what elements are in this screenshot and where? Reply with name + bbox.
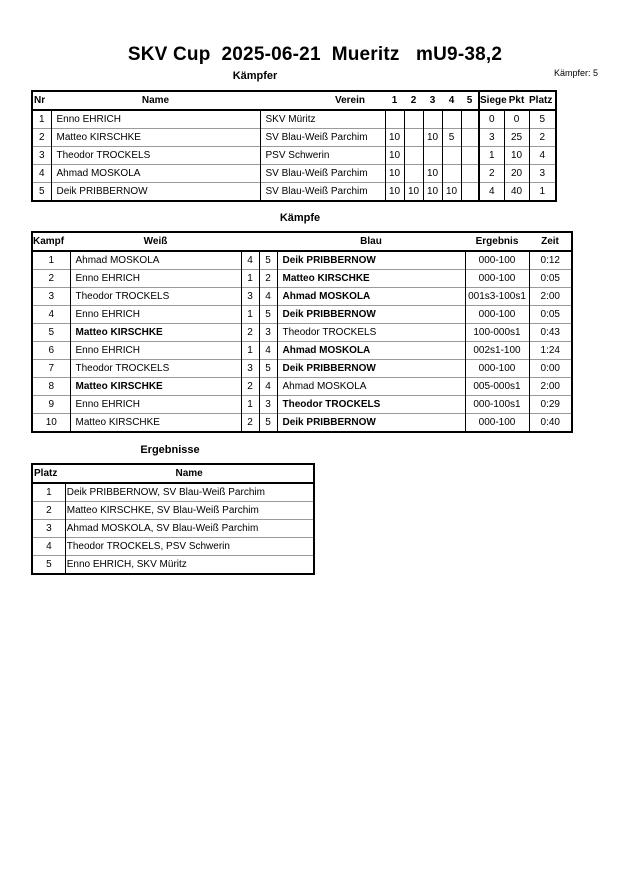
fighter-place: 1 bbox=[529, 183, 556, 202]
result-row bbox=[32, 502, 314, 520]
fight-white-name: Theodor TROCKELS bbox=[70, 288, 241, 306]
col-4: 4 bbox=[442, 91, 461, 110]
col-fight: Kampf bbox=[32, 232, 70, 251]
fight-blue-nr: 4 bbox=[259, 342, 277, 360]
col-club: Verein bbox=[260, 91, 385, 110]
fighter-score-s2 bbox=[404, 110, 423, 129]
fight-white-name: Enno EHRICH bbox=[70, 306, 241, 324]
page-title bbox=[0, 44, 630, 66]
fight-blue-name: Deik PRIBBERNOW bbox=[277, 360, 465, 378]
fighter-name: Theodor TROCKELS bbox=[51, 147, 260, 165]
fight-row bbox=[32, 378, 572, 396]
fight-result: 000-100 bbox=[465, 414, 529, 433]
fight-number: 8 bbox=[32, 378, 70, 396]
fight-blue-name: Theodor TROCKELS bbox=[277, 396, 465, 414]
fight-white-name: Ahmad MOSKOLA bbox=[70, 251, 241, 270]
fighter-score-s1: 10 bbox=[385, 165, 404, 183]
fight-time: 1:24 bbox=[529, 342, 572, 360]
section-title-fighters: Kämpfer bbox=[232, 70, 278, 82]
fight-number: 3 bbox=[32, 288, 70, 306]
fighter-score-s5 bbox=[461, 183, 479, 202]
fight-blue-name: Ahmad MOSKOLA bbox=[277, 378, 465, 396]
fighter-score-s5 bbox=[461, 147, 479, 165]
fight-row bbox=[32, 414, 572, 433]
fight-white-name: Theodor TROCKELS bbox=[70, 360, 241, 378]
fight-white-nr: 2 bbox=[241, 414, 259, 433]
fight-blue-nr: 4 bbox=[259, 288, 277, 306]
fighter-count: Kämpfer: 5 bbox=[553, 68, 598, 78]
fight-white-name: Enno EHRICH bbox=[70, 396, 241, 414]
fight-result: 000-100 bbox=[465, 251, 529, 270]
fighter-wins: 0 bbox=[479, 110, 504, 129]
fight-white-nr: 1 bbox=[241, 270, 259, 288]
fighter-score-s5 bbox=[461, 129, 479, 147]
fight-result: 001s3-100s1 bbox=[465, 288, 529, 306]
col-3: 3 bbox=[423, 91, 442, 110]
fight-row bbox=[32, 270, 572, 288]
fight-result: 002s1-100 bbox=[465, 342, 529, 360]
fighter-score-s3 bbox=[423, 110, 442, 129]
fight-white-nr: 1 bbox=[241, 306, 259, 324]
fight-number: 10 bbox=[32, 414, 70, 433]
result-row bbox=[32, 520, 314, 538]
col-place: Platz bbox=[529, 91, 556, 110]
col-points: Pkt bbox=[504, 91, 529, 110]
fight-white-nr: 2 bbox=[241, 378, 259, 396]
fighter-club: SV Blau-Weiß Parchim bbox=[260, 183, 385, 202]
results-header-row bbox=[32, 464, 314, 483]
fight-number: 2 bbox=[32, 270, 70, 288]
fighter-score-s2 bbox=[404, 165, 423, 183]
col-blue: Blau bbox=[277, 232, 465, 251]
title-location: Mueritz bbox=[331, 44, 400, 65]
fight-result: 100-000s1 bbox=[465, 324, 529, 342]
title-date: 2025-06-21 bbox=[221, 44, 321, 65]
fighters-table bbox=[31, 90, 557, 202]
fight-white-name: Enno EHRICH bbox=[70, 270, 241, 288]
fighter-score-s1: 10 bbox=[385, 129, 404, 147]
fight-time: 0:43 bbox=[529, 324, 572, 342]
fight-number: 9 bbox=[32, 396, 70, 414]
fight-white-name: Matteo KIRSCHKE bbox=[70, 414, 241, 433]
fighter-score-s5 bbox=[461, 165, 479, 183]
fight-blue-nr: 5 bbox=[259, 414, 277, 433]
fight-row bbox=[32, 396, 572, 414]
fight-white-name: Matteo KIRSCHKE bbox=[70, 324, 241, 342]
fighter-name: Ahmad MOSKOLA bbox=[51, 165, 260, 183]
fight-time: 2:00 bbox=[529, 288, 572, 306]
title-event: SKV Cup bbox=[127, 44, 211, 65]
fighter-score-s3: 10 bbox=[423, 165, 442, 183]
fighter-score-s4: 5 bbox=[442, 129, 461, 147]
result-place: 1 bbox=[46, 487, 52, 498]
fight-white-nr: 4 bbox=[241, 251, 259, 270]
fights-table bbox=[31, 231, 573, 433]
fight-blue-nr: 5 bbox=[259, 360, 277, 378]
fight-white-nr: 3 bbox=[241, 288, 259, 306]
col-white-nr bbox=[241, 232, 259, 251]
fight-number: 7 bbox=[32, 360, 70, 378]
fighter-score-s4 bbox=[442, 165, 461, 183]
result-name: Matteo KIRSCHKE, SV Blau-Weiß Parchim bbox=[65, 502, 314, 520]
fighter-row bbox=[32, 129, 556, 147]
result-place: 3 bbox=[32, 520, 65, 538]
fights-header-row bbox=[32, 232, 572, 251]
result-name: Theodor TROCKELS, PSV Schwerin bbox=[65, 538, 314, 556]
result-row bbox=[32, 483, 314, 502]
fighter-nr: 3 bbox=[32, 147, 51, 165]
fight-white-name: Enno EHRICH bbox=[70, 342, 241, 360]
fighter-points: 20 bbox=[504, 165, 529, 183]
fighter-score-s2 bbox=[404, 147, 423, 165]
fight-blue-name: Ahmad MOSKOLA bbox=[277, 288, 465, 306]
title-category: mU9-38,2 bbox=[416, 44, 503, 65]
fight-result: 005-000s1 bbox=[465, 378, 529, 396]
fighter-row bbox=[32, 147, 556, 165]
fight-time: 0:12 bbox=[529, 251, 572, 270]
col-results-place: Platz bbox=[32, 464, 65, 483]
fight-time: 0:29 bbox=[529, 396, 572, 414]
fight-result: 000-100 bbox=[465, 306, 529, 324]
fighter-place: 4 bbox=[529, 147, 556, 165]
fight-blue-name: Theodor TROCKELS bbox=[277, 324, 465, 342]
fight-white-nr: 2 bbox=[241, 324, 259, 342]
fight-blue-nr: 5 bbox=[259, 251, 277, 270]
fight-blue-nr: 4 bbox=[259, 378, 277, 396]
section-title-results: Ergebnisse bbox=[140, 444, 200, 456]
fight-white-nr: 3 bbox=[241, 360, 259, 378]
fight-result: 000-100s1 bbox=[465, 396, 529, 414]
fighter-row bbox=[32, 110, 556, 129]
fight-white-nr: 1 bbox=[241, 342, 259, 360]
fighter-points: 25 bbox=[504, 129, 529, 147]
fight-number: 1 bbox=[48, 255, 55, 266]
result-row bbox=[32, 538, 314, 556]
fight-time: 2:00 bbox=[529, 378, 572, 396]
fighter-score-s3: 10 bbox=[423, 129, 442, 147]
col-blue-nr bbox=[259, 232, 277, 251]
fighter-place: 3 bbox=[529, 165, 556, 183]
fight-time: 0:00 bbox=[529, 360, 572, 378]
fighter-score-s1 bbox=[385, 110, 404, 129]
fight-number: 5 bbox=[32, 324, 70, 342]
fighter-club: SV Blau-Weiß Parchim bbox=[260, 165, 385, 183]
fight-row bbox=[32, 360, 572, 378]
fight-blue-name: Ahmad MOSKOLA bbox=[277, 342, 465, 360]
fighter-wins: 3 bbox=[479, 129, 504, 147]
fighter-score-s4: 10 bbox=[442, 183, 461, 202]
col-1: 1 bbox=[385, 91, 404, 110]
fighter-points: 40 bbox=[504, 183, 529, 202]
fight-blue-name: Deik PRIBBERNOW bbox=[277, 306, 465, 324]
fighter-score-s2: 10 bbox=[404, 183, 423, 202]
fighter-nr: 4 bbox=[32, 165, 51, 183]
fighter-wins: 4 bbox=[479, 183, 504, 202]
fighter-score-s1: 10 bbox=[385, 147, 404, 165]
result-name: Enno EHRICH, SKV Müritz bbox=[65, 556, 314, 575]
fighter-score-s1: 10 bbox=[385, 183, 404, 202]
fight-row bbox=[32, 251, 572, 270]
result-place: 4 bbox=[32, 538, 65, 556]
fighter-place: 5 bbox=[529, 110, 556, 129]
fighter-name: Deik PRIBBERNOW bbox=[51, 183, 260, 202]
fight-white-nr: 1 bbox=[241, 396, 259, 414]
col-white: Weiß bbox=[70, 232, 241, 251]
section-title-fights: Kämpfe bbox=[279, 212, 321, 224]
fighter-club: SV Blau-Weiß Parchim bbox=[260, 129, 385, 147]
fighters-header-row bbox=[32, 91, 556, 110]
result-name: Deik PRIBBERNOW, SV Blau-Weiß Parchim bbox=[65, 483, 314, 502]
col-wins: Siege bbox=[479, 91, 504, 110]
col-nr: Nr bbox=[32, 91, 51, 110]
fight-time: 0:40 bbox=[529, 414, 572, 433]
fighter-name: Enno EHRICH bbox=[51, 110, 260, 129]
fighter-place: 2 bbox=[529, 129, 556, 147]
col-result: Ergebnis bbox=[465, 232, 529, 251]
fighter-club: SKV Müritz bbox=[260, 110, 385, 129]
fight-blue-nr: 3 bbox=[259, 396, 277, 414]
col-name: Name bbox=[51, 91, 260, 110]
fight-blue-name: Matteo KIRSCHKE bbox=[277, 270, 465, 288]
results-table bbox=[31, 463, 315, 575]
fight-time: 0:05 bbox=[529, 270, 572, 288]
fight-blue-nr: 3 bbox=[259, 324, 277, 342]
fighter-score-s3 bbox=[423, 147, 442, 165]
fighter-row bbox=[32, 165, 556, 183]
fighter-wins: 1 bbox=[479, 147, 504, 165]
col-results-name: Name bbox=[65, 464, 314, 483]
fight-row bbox=[32, 288, 572, 306]
fighter-score-s3: 10 bbox=[423, 183, 442, 202]
fight-row bbox=[32, 342, 572, 360]
fighter-nr: 1 bbox=[38, 114, 45, 125]
fight-white-name: Matteo KIRSCHKE bbox=[70, 378, 241, 396]
fight-blue-nr: 2 bbox=[259, 270, 277, 288]
result-place: 2 bbox=[32, 502, 65, 520]
fighter-score-s4 bbox=[442, 110, 461, 129]
col-time: Zeit bbox=[529, 232, 572, 251]
col-5: 5 bbox=[461, 91, 479, 110]
fighter-nr: 2 bbox=[32, 129, 51, 147]
fight-result: 000-100 bbox=[465, 270, 529, 288]
fight-row bbox=[32, 324, 572, 342]
fighter-score-s2 bbox=[404, 129, 423, 147]
fight-number: 6 bbox=[32, 342, 70, 360]
fighter-club: PSV Schwerin bbox=[260, 147, 385, 165]
fight-blue-nr: 5 bbox=[259, 306, 277, 324]
result-place: 5 bbox=[32, 556, 65, 575]
fighter-name: Matteo KIRSCHKE bbox=[51, 129, 260, 147]
result-name: Ahmad MOSKOLA, SV Blau-Weiß Parchim bbox=[65, 520, 314, 538]
fighter-wins: 2 bbox=[479, 165, 504, 183]
fighter-points: 0 bbox=[504, 110, 529, 129]
fighter-score-s5 bbox=[461, 110, 479, 129]
fight-blue-name: Deik PRIBBERNOW bbox=[277, 251, 465, 270]
fight-row bbox=[32, 306, 572, 324]
fight-result: 000-100 bbox=[465, 360, 529, 378]
fight-number: 4 bbox=[32, 306, 70, 324]
fighter-nr: 5 bbox=[32, 183, 51, 202]
col-2: 2 bbox=[404, 91, 423, 110]
fighter-row bbox=[32, 183, 556, 202]
result-row bbox=[32, 556, 314, 575]
fighter-points: 10 bbox=[504, 147, 529, 165]
fight-time: 0:05 bbox=[529, 306, 572, 324]
fighter-score-s4 bbox=[442, 147, 461, 165]
fight-blue-name: Deik PRIBBERNOW bbox=[277, 414, 465, 433]
